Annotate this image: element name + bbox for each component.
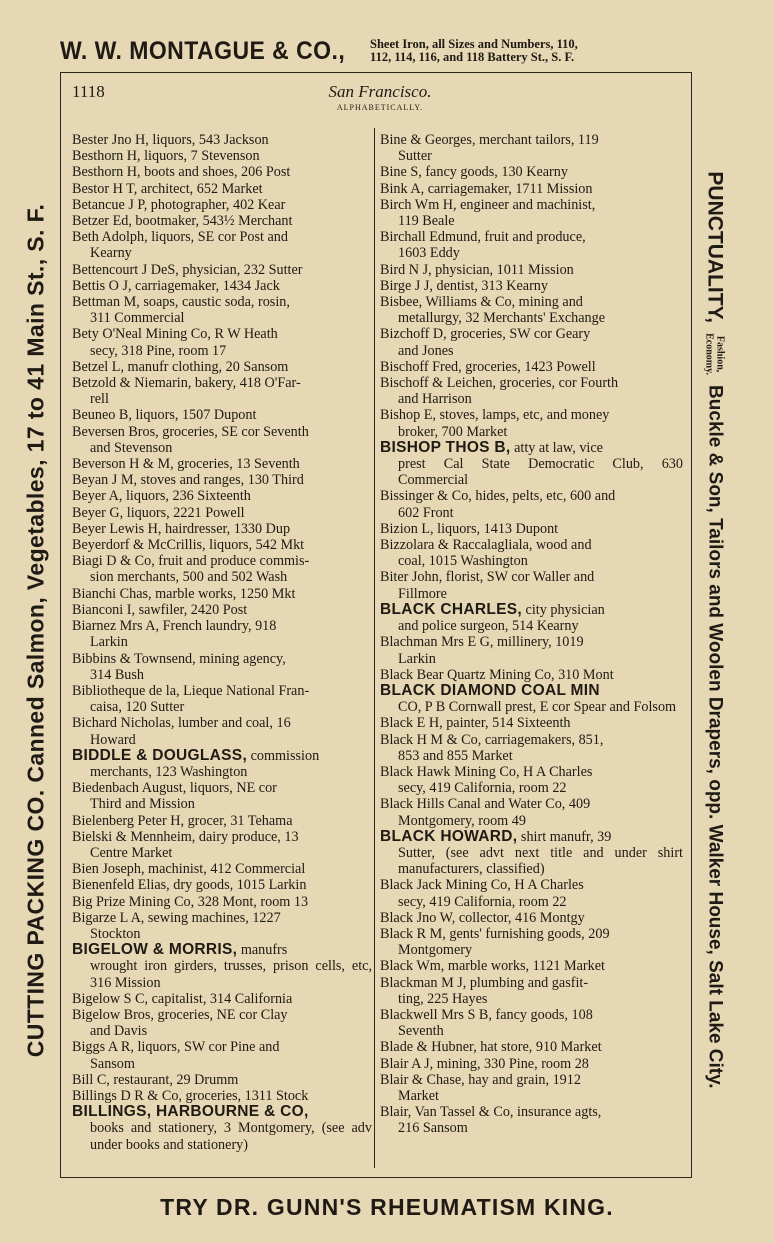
entry-text: Blackman M J, plumbing and gasfit- [380, 974, 589, 991]
directory-entry [380, 1007, 683, 1039]
entry-text: Beyerdorf & McCrillis, liquors, 542 Mkt [72, 537, 305, 554]
entry-text: Black R M, gents' furnishing goods, 209 [380, 925, 610, 942]
directory-entry [72, 586, 372, 602]
directory-entry [72, 456, 372, 472]
entry-text: Bety O'Neal Mining Co, R W Heath [72, 326, 278, 343]
entry-continuation: CO, P B Cornwall prest, E cor Spear and Folsom [398, 699, 677, 716]
directory-entry [72, 229, 372, 261]
fashion-economy-text [704, 333, 726, 375]
directory-entry [72, 602, 372, 618]
directory-entry [380, 1056, 683, 1072]
directory-entry [72, 651, 372, 683]
entry-text: Bigelow Bros, groceries, NE cor Clay [72, 1006, 288, 1023]
entry-continuation: sion merchants, 500 and 502 Wash [90, 569, 288, 586]
entry-continuation: and Jones [398, 342, 454, 359]
entry-continuation: Stockton [90, 925, 141, 942]
entry-name-bold: BIGELOW & MORRIS, [72, 941, 238, 959]
entry-text: Black Hawk Mining Co, H A Charles [380, 763, 593, 780]
directory-entry [72, 505, 372, 521]
entry-continuation: Larkin [90, 634, 128, 651]
directory-entry [380, 326, 683, 358]
entry-text: Beversen Bros, groceries, SE cor Seventh [72, 423, 309, 440]
entry-continuation: and Davis [90, 1023, 148, 1040]
entry-text: Bibbins & Townsend, mining agency, [72, 650, 286, 667]
entry-continuation: metallurgy, 32 Merchants' Exchange [398, 310, 606, 327]
entry-text: Birch Wm H, engineer and machinist, [380, 196, 596, 213]
entry-continuation: Howard [90, 731, 136, 748]
entry-text: Bischoff & Leichen, groceries, cor Fourth [380, 375, 619, 392]
directory-entry [72, 877, 372, 893]
directory-entry [380, 294, 683, 326]
entry-continuation: books and stationery, 3 Montgomery, (see adv under books and stationery) [90, 1120, 372, 1153]
entry-continuation: 119 Beale [398, 213, 455, 230]
entry-text: Bishop E, stoves, lamps, etc, and money [380, 407, 610, 424]
entry-text: Bielski & Mennheim, dairy produce, 13 [72, 828, 299, 845]
entry-text: Blair & Chase, hay and grain, 1912 [380, 1071, 581, 1088]
entry-text: Birge J J, dentist, 313 Kearny [380, 277, 548, 294]
directory-entry [380, 132, 683, 164]
entry-text: Bizzolara & Raccalagliala, wood and [380, 537, 592, 554]
directory-entry [380, 262, 683, 278]
entry-text: Black E H, painter, 514 Sixteenth [380, 715, 571, 732]
entry-text: Besthorn H, liquors, 7 Stevenson [72, 148, 260, 165]
entry-text: Blachman Mrs E G, millinery, 1019 [380, 634, 584, 651]
entry-name-bold: BISHOP THOS B, [380, 438, 511, 456]
entry-text: Billings D R & Co, groceries, 1311 Stock [72, 1087, 309, 1104]
entry-text: Bestor H T, architect, 652 Market [72, 180, 263, 197]
directory-entry [380, 796, 683, 828]
entry-text: Bigarze L A, sewing machines, 1227 [72, 909, 281, 926]
directory-column-left [72, 132, 372, 1153]
directory-entry [380, 715, 683, 731]
directory-entry [72, 1104, 372, 1153]
entry-continuation: Centre Market [90, 844, 173, 861]
entry-text: Biggs A R, liquors, SW cor Pine and [72, 1039, 280, 1056]
entry-continuation: Sutter, (see advt next title and under shirt manufacturers, classified) [398, 844, 683, 878]
entry-text: city physician [521, 601, 605, 618]
directory-entry [72, 1088, 372, 1104]
buckle-son-text: Buckle & Son, Tailors and Woolen Drapers, opp. Walker House, Salt Lake City. [705, 385, 727, 1089]
directory-entry [72, 829, 372, 861]
directory-entry [72, 780, 372, 812]
entry-text: Beyer A, liquors, 236 Sixteenth [72, 488, 251, 505]
page-number: 1118 [72, 82, 105, 101]
entry-continuation: 216 Sansom [398, 1120, 468, 1137]
directory-entry [72, 748, 372, 780]
entry-continuation: coal, 1015 Washington [398, 553, 528, 570]
directory-entry [72, 262, 372, 278]
directory-entry [72, 375, 372, 407]
entry-text: atty at law, vice [510, 439, 603, 456]
directory-entry [380, 1039, 683, 1055]
entry-text: Betzel L, manufr clothing, 20 Sansom [72, 358, 289, 375]
entry-text: Black Jack Mining Co, H A Charles [380, 877, 584, 894]
directory-entry [380, 764, 683, 796]
entry-text: Betzer Ed, bootmaker, 543½ Merchant [72, 213, 293, 230]
directory-entry [72, 715, 372, 747]
entry-name-bold: BIDDLE & DOUGLASS, [72, 746, 248, 764]
entry-continuation: Fillmore [398, 585, 447, 602]
entry-continuation: 1603 Eddy [398, 245, 460, 262]
entry-name-bold: BLACK CHARLES, [380, 600, 522, 618]
directory-entry [72, 894, 372, 910]
directory-entry [72, 991, 372, 1007]
directory-entry [72, 683, 372, 715]
directory-entry [380, 602, 683, 634]
entry-continuation: Montgomery, room 49 [398, 812, 526, 829]
entry-text: shirt manufr, 39 [517, 828, 612, 845]
entry-continuation: Larkin [398, 650, 436, 667]
entry-text: Bianconi I, sawfiler, 2420 Post [72, 601, 248, 618]
entry-text: Big Prize Mining Co, 328 Mont, room 13 [72, 893, 309, 910]
entry-text: Beyer Lewis H, hairdresser, 1330 Dup [72, 520, 291, 537]
entry-text: Bibliotheque de la, Lieque National Fran- [72, 682, 310, 699]
directory-entry [380, 440, 683, 489]
directory-entry [380, 278, 683, 294]
entry-text: Biter John, florist, SW cor Waller and [380, 569, 595, 586]
directory-entry [72, 359, 372, 375]
directory-entry [380, 229, 683, 261]
directory-entry [72, 181, 372, 197]
tagline-line-1: Sheet Iron, all Sizes and Numbers, 110, [370, 37, 578, 51]
entry-continuation: Third and Mission [90, 796, 195, 813]
fashion-text: Fashion, [715, 335, 727, 373]
entry-text: Bielenberg Peter H, grocer, 31 Tehama [72, 812, 293, 829]
directory-entry [380, 375, 683, 407]
directory-entry [380, 958, 683, 974]
entry-continuation: Market [398, 1087, 439, 1104]
entry-text: Beuneo B, liquors, 1507 Dupont [72, 407, 257, 424]
column-divider [374, 128, 375, 1168]
directory-entry [72, 861, 372, 877]
page-title: San Francisco. [328, 82, 432, 101]
entry-text: Betancue J P, photographer, 402 Kear [72, 196, 286, 213]
directory-entry [72, 132, 372, 148]
top-advertisement [60, 34, 700, 68]
tagline-line-2: 112, 114, 116, and 118 Battery St., S. F. [370, 50, 575, 64]
entry-text: Biagi D & Co, fruit and produce commis- [72, 553, 310, 570]
entry-continuation: secy, 419 California, room 22 [398, 893, 567, 910]
entry-continuation: rell [90, 391, 109, 408]
entry-text: Beyer G, liquors, 2221 Powell [72, 504, 245, 521]
advertiser-name: W. W. MONTAGUE & CO., [60, 36, 346, 65]
entry-continuation: 602 Front [398, 504, 454, 521]
entry-text: Beyan J M, stoves and ranges, 130 Third [72, 472, 304, 489]
directory-entry [380, 926, 683, 958]
entry-text: Bienenfeld Elias, dry goods, 1015 Larkin [72, 877, 307, 894]
entry-continuation: secy, 419 California, room 22 [398, 780, 567, 797]
entry-text: Bettis O J, carriagemaker, 1434 Jack [72, 277, 280, 294]
entry-text: Biedenbach August, liquors, NE cor [72, 780, 277, 797]
directory-entry [72, 326, 372, 358]
entry-text: Betzold & Niemarin, bakery, 418 O'Far- [72, 375, 301, 392]
entry-text: manufrs [237, 942, 288, 959]
directory-entry [72, 213, 372, 229]
right-margin-advertisement [690, 78, 740, 1182]
entry-continuation: ting, 225 Hayes [398, 990, 488, 1007]
directory-entry [72, 910, 372, 942]
directory-entry [380, 569, 683, 601]
directory-entry [72, 197, 372, 213]
entry-continuation: broker, 700 Market [398, 423, 508, 440]
entry-text: Bichard Nicholas, lumber and coal, 16 [72, 715, 291, 732]
directory-entry [380, 407, 683, 439]
entry-text: Beth Adolph, liquors, SE cor Post and [72, 229, 288, 246]
entry-continuation: secy, 318 Pine, room 17 [90, 342, 227, 359]
directory-entry [380, 197, 683, 229]
entry-text: Bissinger & Co, hides, pelts, etc, 600 and [380, 488, 616, 505]
entry-text: Black Bear Quartz Mining Co, 310 Mont [380, 666, 614, 683]
entry-name-bold: BLACK DIAMOND COAL MIN [380, 681, 600, 699]
directory-entry [380, 634, 683, 666]
entry-text: Beverson H & M, groceries, 13 Seventh [72, 456, 300, 473]
entry-text: Besthorn H, boots and shoes, 206 Post [72, 164, 291, 181]
entry-text: Blackwell Mrs S B, fancy goods, 108 [380, 1006, 593, 1023]
directory-column-right [380, 132, 683, 1137]
directory-entry [72, 553, 372, 585]
bottom-advertisement: TRY DR. GUNN'S RHEUMATISM KING. [160, 1194, 614, 1220]
entry-text: Bine & Georges, merchant tailors, 119 [380, 132, 599, 148]
entry-continuation: and Stevenson [90, 439, 173, 456]
directory-entry [72, 488, 372, 504]
directory-entry [380, 975, 683, 1007]
entry-text: Blair A J, mining, 330 Pine, room 28 [380, 1055, 589, 1072]
entry-continuation: Kearny [90, 245, 132, 262]
directory-entry [72, 278, 372, 294]
entry-continuation: and Harrison [398, 391, 472, 408]
entry-name-bold: BILLINGS, HARBOURNE & CO, [72, 1103, 309, 1121]
entry-text: Bettencourt J DeS, physician, 232 Sutter [72, 261, 303, 278]
entry-continuation: 311 Commercial [90, 310, 185, 327]
directory-entry [72, 942, 372, 991]
entry-text: commission [247, 747, 320, 764]
entry-text: Bird N J, physician, 1011 Mission [380, 261, 574, 278]
directory-entry [380, 1072, 683, 1104]
entry-continuation: Sutter [398, 148, 432, 165]
directory-entry [72, 521, 372, 537]
directory-entry [380, 488, 683, 520]
entry-continuation: Seventh [398, 1023, 444, 1040]
directory-entry [380, 667, 683, 683]
entry-text: Bizchoff D, groceries, SW cor Geary [380, 326, 591, 343]
directory-entry [72, 618, 372, 650]
directory-entry [72, 294, 372, 326]
directory-entry [72, 424, 372, 456]
entry-continuation: caisa, 120 Sutter [90, 699, 185, 716]
directory-entry [380, 877, 683, 909]
directory-entry [380, 537, 683, 569]
directory-entry [72, 407, 372, 423]
entry-text: Black H M & Co, carriagemakers, 851, [380, 731, 604, 748]
directory-entry [72, 537, 372, 553]
entry-continuation: Montgomery [398, 942, 473, 959]
left-margin-advertisement [14, 78, 58, 1182]
directory-entry [380, 910, 683, 926]
entry-text: Bettman M, soaps, caustic soda, rosin, [72, 294, 290, 311]
entry-text: Bischoff Fred, groceries, 1423 Powell [380, 358, 596, 375]
entry-text: Bisbee, Williams & Co, mining and [380, 294, 583, 311]
entry-continuation: wrought iron girders, trusses, prison cells, etc, 316 Mission [90, 958, 372, 991]
entry-text: Bester Jno H, liquors, 543 Jackson [72, 132, 269, 148]
entry-text: Biarnez Mrs A, French laundry, 918 [72, 618, 277, 635]
directory-entry [380, 829, 683, 878]
entry-continuation: 853 and 855 Market [398, 747, 513, 764]
punctuality-text: PUNCTUALITY, [704, 171, 728, 324]
entry-continuation: 314 Bush [90, 666, 144, 683]
entry-text: Black Hills Canal and Water Co, 409 [380, 796, 591, 813]
entry-text: Bien Joseph, machinist, 412 Commercial [72, 861, 306, 878]
entry-text: Black Jno W, collector, 416 Montgy [380, 909, 585, 926]
directory-entry [380, 1104, 683, 1136]
economy-text: Economy. [704, 333, 716, 376]
directory-entry [380, 683, 683, 715]
directory-entry [72, 1072, 372, 1088]
entry-continuation: merchants, 123 Washington [90, 763, 248, 780]
directory-entry [380, 181, 683, 197]
directory-entry [72, 164, 372, 180]
entry-text: Bill C, restaurant, 29 Drumm [72, 1071, 239, 1088]
entry-continuation: and police surgeon, 514 Kearny [398, 618, 579, 635]
directory-entry [72, 813, 372, 829]
directory-entry [380, 164, 683, 180]
entry-text: Birchall Edmund, fruit and produce, [380, 229, 586, 246]
page-subtitle: ALPHABETICALLY. [336, 103, 424, 112]
entry-text: Bigelow S C, capitalist, 314 California [72, 990, 293, 1007]
directory-entry [380, 732, 683, 764]
entry-text: Bianchi Chas, marble works, 1250 Mkt [72, 585, 296, 602]
advertiser-tagline [370, 38, 578, 64]
directory-entry [72, 148, 372, 164]
left-margin-text: CUTTING PACKING CO. Canned Salmon, Vegetables, 17 to 41 Main St., S. F. [22, 203, 49, 1057]
entry-text: Blade & Hubner, hat store, 910 Market [380, 1039, 602, 1056]
directory-entry [72, 1007, 372, 1039]
directory-entry [380, 521, 683, 537]
directory-entry [380, 359, 683, 375]
directory-entry [72, 472, 372, 488]
entry-text: Black Wm, marble works, 1121 Market [380, 958, 605, 975]
entry-text: Bink A, carriagemaker, 1711 Mission [380, 180, 593, 197]
entry-continuation: Sansom [90, 1055, 135, 1072]
entry-name-bold: BLACK HOWARD, [380, 827, 518, 845]
entry-continuation: prest Cal State Democratic Club, 630 Commercial [398, 456, 683, 489]
entry-text: Bine S, fancy goods, 130 Kearny [380, 164, 568, 181]
directory-entry [72, 1039, 372, 1071]
entry-text: Bizion L, liquors, 1413 Dupont [380, 520, 559, 537]
entry-text: Blair, Van Tassel & Co, insurance agts, [380, 1104, 602, 1121]
